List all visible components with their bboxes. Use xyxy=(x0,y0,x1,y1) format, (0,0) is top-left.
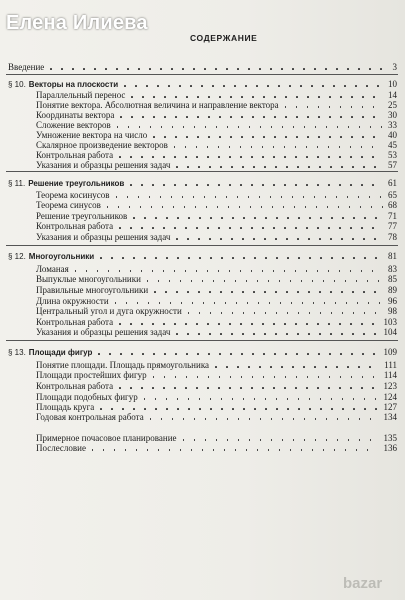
entry-title: Центральный угол и дуга окружности xyxy=(36,306,182,316)
dot-leader xyxy=(119,381,377,392)
dot-leader xyxy=(107,200,382,211)
page-number: 127 xyxy=(383,402,397,412)
page-number: 65 xyxy=(388,190,397,200)
page-number: 45 xyxy=(388,140,397,150)
entry-title: Указания и образцы решения задач xyxy=(36,232,171,242)
page-number: 53 xyxy=(388,150,397,160)
page-number: 96 xyxy=(388,296,397,306)
page-number: 85 xyxy=(388,274,397,284)
page-number: 111 xyxy=(384,360,397,370)
toc-entry-row xyxy=(0,62,405,73)
page-number: 109 xyxy=(383,347,397,357)
page-number: 104 xyxy=(383,327,397,337)
page-number: 123 xyxy=(383,381,397,391)
entry-title: Послесловие xyxy=(36,443,86,453)
seller-name-watermark: Елена Илиева xyxy=(6,12,148,34)
section-number: § 10. xyxy=(8,80,26,89)
dot-leader xyxy=(50,62,386,73)
page-number: 71 xyxy=(388,211,397,221)
section-title: Решение треугольников xyxy=(28,179,125,188)
toc-section-row xyxy=(0,251,405,262)
dot-leader xyxy=(98,347,377,358)
entry-title: Правильные многоугольники xyxy=(36,285,149,295)
toc-section-row xyxy=(0,178,405,189)
entry-title: Площади простейших фигур xyxy=(36,370,147,380)
section-divider xyxy=(6,245,398,246)
entry-title: Сложение векторов xyxy=(36,120,111,130)
page-number: 81 xyxy=(388,251,397,261)
toc-section-row xyxy=(0,79,405,90)
page-number: 135 xyxy=(383,433,397,443)
dot-leader xyxy=(176,160,382,171)
page-number: 134 xyxy=(383,412,397,422)
entry-title: Контрольная работа xyxy=(36,317,114,327)
page-number: 114 xyxy=(383,370,397,380)
dot-leader xyxy=(124,79,382,90)
dot-leader xyxy=(176,232,382,243)
toc-entry-row xyxy=(0,306,405,317)
entry-title: Примерное почасовое планирование xyxy=(36,433,177,443)
dot-leader xyxy=(147,274,382,285)
toc-entry-row xyxy=(0,443,405,454)
entry-title: Годовая контрольная работа xyxy=(36,412,144,422)
page-number: 10 xyxy=(388,79,397,89)
toc-entry-row xyxy=(0,285,405,296)
entry-title: Контрольная работа xyxy=(36,221,114,231)
entry-title: Параллельный перенос xyxy=(36,90,126,100)
toc-entry-row xyxy=(0,381,405,392)
section-title: Площади фигур xyxy=(28,348,93,357)
entry-title: Решение треугольников xyxy=(36,211,128,221)
page-number: 68 xyxy=(388,200,397,210)
entry-title: Площадь круга xyxy=(36,402,95,412)
page-number: 25 xyxy=(388,100,397,110)
toc-entry-row xyxy=(0,232,405,243)
section-number: § 13. xyxy=(8,348,26,357)
dot-leader xyxy=(92,443,378,454)
page-number: 89 xyxy=(388,285,397,295)
toc-entry-row xyxy=(0,412,405,423)
page-number: 33 xyxy=(388,120,397,130)
dot-leader xyxy=(130,178,382,189)
contents-heading: СОДЕРЖАНИЕ xyxy=(190,33,258,43)
page-number: 124 xyxy=(383,392,397,402)
page-number: 83 xyxy=(388,264,397,274)
section-number: § 11. xyxy=(8,179,26,188)
section-title: Многоугольники xyxy=(28,252,95,261)
entry-title: Введение xyxy=(8,62,45,72)
section-divider xyxy=(6,74,398,75)
toc-entry-row xyxy=(0,370,405,381)
entry-title: Контрольная работа xyxy=(36,381,114,391)
page-number: 30 xyxy=(388,110,397,120)
section-divider xyxy=(6,171,398,172)
entry-title: Указания и образцы решения задач xyxy=(36,327,171,337)
bazar-logo-icon xyxy=(343,572,395,594)
entry-title: Длина окружности xyxy=(36,296,109,306)
page-number: 98 xyxy=(388,306,397,316)
entry-title: Умножение вектора на число xyxy=(36,130,148,140)
section-number: § 12. xyxy=(8,252,26,261)
page-number: 61 xyxy=(388,178,397,188)
page-number: 3 xyxy=(392,62,397,72)
page-number: 77 xyxy=(388,221,397,231)
page-number: 78 xyxy=(388,232,397,242)
toc-entry-row xyxy=(0,327,405,338)
entry-title: Ломаная xyxy=(36,264,69,274)
page-number: 14 xyxy=(388,90,397,100)
dot-leader xyxy=(154,285,382,296)
toc-entry-row xyxy=(0,221,405,232)
dot-leader xyxy=(153,370,378,381)
page-number: 40 xyxy=(388,130,397,140)
dot-leader xyxy=(176,327,377,338)
entry-title: Площади подобных фигур xyxy=(36,392,138,402)
entry-title: Указания и образцы решения задач xyxy=(36,160,171,170)
entry-title: Понятие вектора. Абсолютная величина и направление вектора xyxy=(36,100,279,110)
entry-title: Теорема синусов xyxy=(36,200,101,210)
toc-entry-row xyxy=(0,274,405,285)
dot-leader xyxy=(188,306,382,317)
section-title: Векторы на плоскости xyxy=(28,80,119,89)
entry-title: Контрольная работа xyxy=(36,150,114,160)
svg-text:bazar: bazar xyxy=(343,575,383,592)
dot-leader xyxy=(150,412,378,423)
dot-leader xyxy=(100,251,382,262)
entry-title: Понятие площади. Площадь прямоугольника xyxy=(36,360,210,370)
page-number: 57 xyxy=(388,160,397,170)
entry-title: Выпуклые многоугольники xyxy=(36,274,141,284)
section-divider xyxy=(6,340,398,341)
page-number: 136 xyxy=(383,443,397,453)
toc-entry-row xyxy=(0,160,405,171)
page-number: 103 xyxy=(383,317,397,327)
entry-title: Координаты вектора xyxy=(36,110,115,120)
toc-entry-row xyxy=(0,200,405,211)
entry-title: Скалярное произведение векторов xyxy=(36,140,168,150)
dot-leader xyxy=(119,221,382,232)
entry-title: Теорема косинусов xyxy=(36,190,110,200)
toc-section-row xyxy=(0,347,405,358)
